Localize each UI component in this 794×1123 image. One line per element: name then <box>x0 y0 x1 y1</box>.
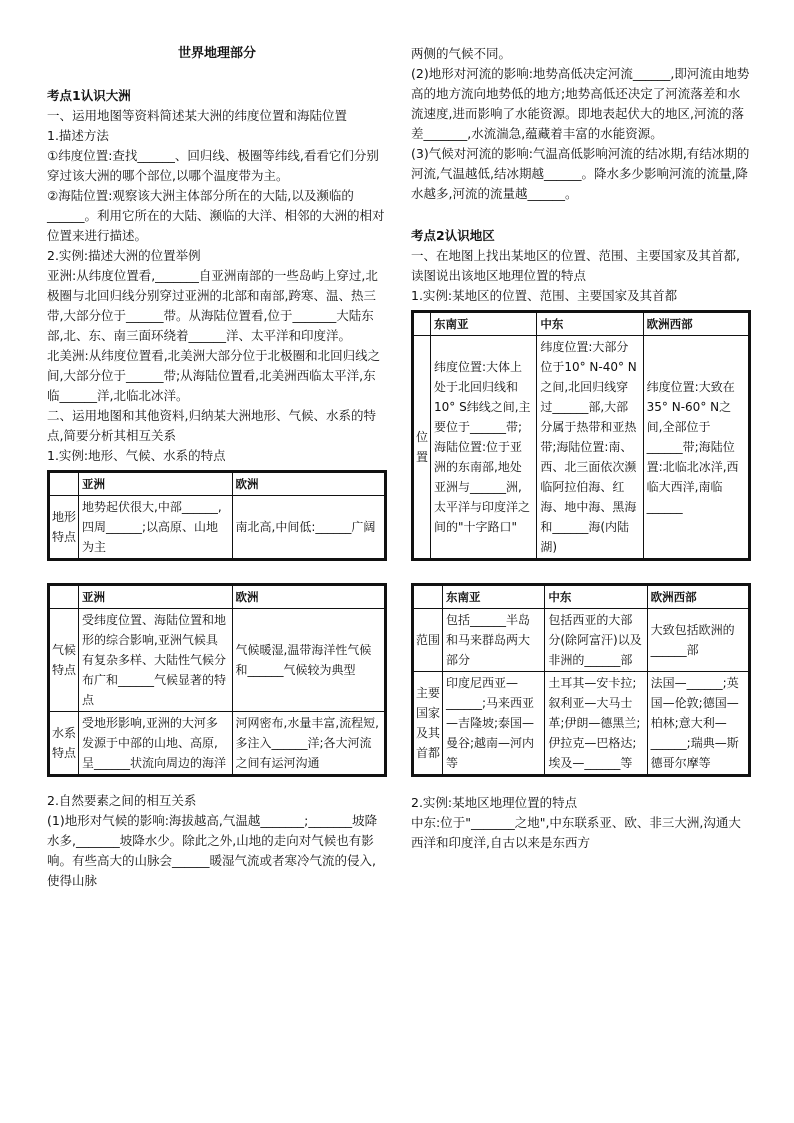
paragraph: 一、运用地图等资料简述某大洲的纬度位置和海陆位置 <box>47 108 348 123</box>
row-label-location: 位置 <box>413 336 431 560</box>
climate-water-table <box>47 583 387 777</box>
row-label-water: 水系特点 <box>49 712 79 776</box>
section-heading-kp2: 考点2认识地区 <box>411 228 495 243</box>
paragraph: 中东:位于"_______之地",中东联系亚、欧、非三大洲,沟通大西洋和印度洋,自古以来是东西方 <box>411 815 741 850</box>
paragraph: 2.自然要素之间的相互关系 <box>47 793 197 808</box>
header-western-europe: 欧洲西部 <box>643 312 749 336</box>
header-middle-east: 中东 <box>537 312 643 336</box>
header-southeast-asia: 东南亚 <box>431 312 537 336</box>
table-corner <box>49 472 79 496</box>
cell-southeast-asia-location: 纬度位置:大体上处于北回归线和10° S纬线之间,主要位于______带;海陆位置:位于亚洲的东南部,地处亚洲与______洲,太平洋与印度洋之间的"十字路口" <box>431 336 537 560</box>
row-label-climate: 气候特点 <box>49 609 79 712</box>
header-asia: 亚洲 <box>79 472 233 496</box>
paragraph: 1.实例:某地区的位置、范围、主要国家及其首都 <box>411 288 678 303</box>
cell-middle-east-location: 纬度位置:大部分位于10° N-40° N之间,北回归线穿过______部,大部分属于热带和亚热带;海陆位置:南、西、北三面依次濒临阿拉伯海、红海、地中海、黑海和______海(内陆湖) <box>537 336 643 560</box>
page-title: 世界地理部分 <box>177 46 256 61</box>
table-corner <box>413 312 431 336</box>
paragraph: 两侧的气候不同。 <box>411 46 512 61</box>
paragraph: ①纬度位置:查找______、回归线、极圈等纬线,看看它们分别穿过该大洲的哪个部位,以哪个温度带为主。 <box>47 148 379 183</box>
row-label-terrain: 地形特点 <box>49 496 79 560</box>
header-europe: 欧洲 <box>232 472 386 496</box>
region-location-table <box>411 310 751 561</box>
header-asia: 亚洲 <box>79 585 233 609</box>
paragraph: ②海陆位置:观察该大洲主体部分所在的大陆,以及濒临的______。利用它所在的大陆、濒临的大洋、相邻的大洲的相对位置来进行描述。 <box>47 188 385 243</box>
table-corner <box>49 585 79 609</box>
region-scope-table <box>411 583 751 777</box>
cell-middle-east-capitals: 土耳其—安卡拉;叙利亚—大马士革;伊朗—德黑兰;伊拉克—巴格达;埃及—______等 <box>545 672 647 776</box>
cell-asia-climate: 受纬度位置、海陆位置和地形的综合影响,亚洲气候具有复杂多样、大陆性气候分布广和______气候显著的特点 <box>79 609 233 712</box>
paragraph: 2.实例:某地区地理位置的特点 <box>411 795 578 810</box>
header-europe: 欧洲 <box>232 585 386 609</box>
paragraph: 北美洲:从纬度位置看,北美洲大部分位于北极圈和北回归线之间,大部分位于______带;从海陆位置看,北美洲西临太平洋,东临______洋,北临北冰洋。 <box>47 348 381 403</box>
left-column <box>47 44 387 891</box>
paragraph: (3)气候对河流的影响:气温高低影响河流的结冰期,有结冰期的河流,气温越低,结冰期越______。降水多少影响河流的流量,降水越多,河流的流量越______。 <box>411 146 750 201</box>
paragraph: 一、在地图上找出某地区的位置、范围、主要国家及其首都,读图说出该地区地理位置的特点 <box>411 248 740 283</box>
cell-southeast-asia-scope: 包括______半岛和马来群岛两大部分 <box>443 609 545 672</box>
paragraph: (2)地形对河流的影响:地势高低决定河流______,即河流由地势高的地方流向地势低的地方;地势高低还决定了河流落差和水流速度,进而影响了水能资源。即地表起伏大的地区,河流的落差_______,水流湍急,蕴藏着丰富的水能资源。 <box>411 66 750 141</box>
paragraph: (1)地形对气候的影响:海拔越高,气温越_______;_______坡降水多,_______坡降水少。除此之外,山地的走向对气候也有影响。有些高大的山脉会______暖湿气流或者寒冷气流的侵入,使得山脉 <box>47 813 378 888</box>
row-label-scope: 范围 <box>413 609 443 672</box>
right-column <box>411 44 751 853</box>
header-western-europe: 欧洲西部 <box>647 585 749 609</box>
paragraph: 亚洲:从纬度位置看,_______自亚洲南部的一些岛屿上穿过,北极圈与北回归线分别穿过亚洲的北部和南部,跨寒、温、热三带,大部分位于______带。从海陆位置看,位于_______大陆东部,北、东、南三面环绕着______洋、太平洋和印度洋。 <box>47 268 378 343</box>
cell-western-europe-location: 纬度位置:大致在35° N-60° N之间,全部位于______带;海陆位置:北临北冰洋,西临大西洋,南临______ <box>643 336 749 560</box>
cell-asia-terrain: 地势起伏很大,中部______,四周______;以高原、山地为主 <box>79 496 233 560</box>
cell-middle-east-scope: 包括西亚的大部分(除阿富汗)以及非洲的______部 <box>545 609 647 672</box>
section-heading-kp1: 考点1认识大洲 <box>47 88 131 103</box>
cell-southeast-asia-capitals: 印度尼西亚—______;马来西亚—吉隆坡;泰国—曼谷;越南—河内等 <box>443 672 545 776</box>
cell-western-europe-scope: 大致包括欧洲的______部 <box>647 609 749 672</box>
paragraph: 2.实例:描述大洲的位置举例 <box>47 248 201 263</box>
cell-europe-water: 河网密布,水量丰富,流程短,多注入______洋;各大河流之间有运河沟通 <box>232 712 386 776</box>
table-corner <box>413 585 443 609</box>
header-middle-east: 中东 <box>545 585 647 609</box>
row-label-capitals: 主要国家及其首都 <box>413 672 443 776</box>
cell-europe-climate: 气候暖湿,温带海洋性气候和______气候较为典型 <box>232 609 386 712</box>
cell-western-europe-capitals: 法国—______;英国—伦敦;德国—柏林;意大利—______;瑞典—斯德哥尔摩等 <box>647 672 749 776</box>
cell-asia-water: 受地形影响,亚洲的大河多发源于中部的山地、高原,呈______状流向周边的海洋 <box>79 712 233 776</box>
paragraph: 1.实例:地形、气候、水系的特点 <box>47 448 226 463</box>
paragraph: 二、运用地图和其他资料,归纳某大洲地形、气候、水系的特点,简要分析其相互关系 <box>47 408 376 443</box>
header-southeast-asia: 东南亚 <box>443 585 545 609</box>
paragraph: 1.描述方法 <box>47 128 109 143</box>
cell-europe-terrain: 南北高,中间低:______广阔 <box>232 496 386 560</box>
terrain-table <box>47 470 387 561</box>
